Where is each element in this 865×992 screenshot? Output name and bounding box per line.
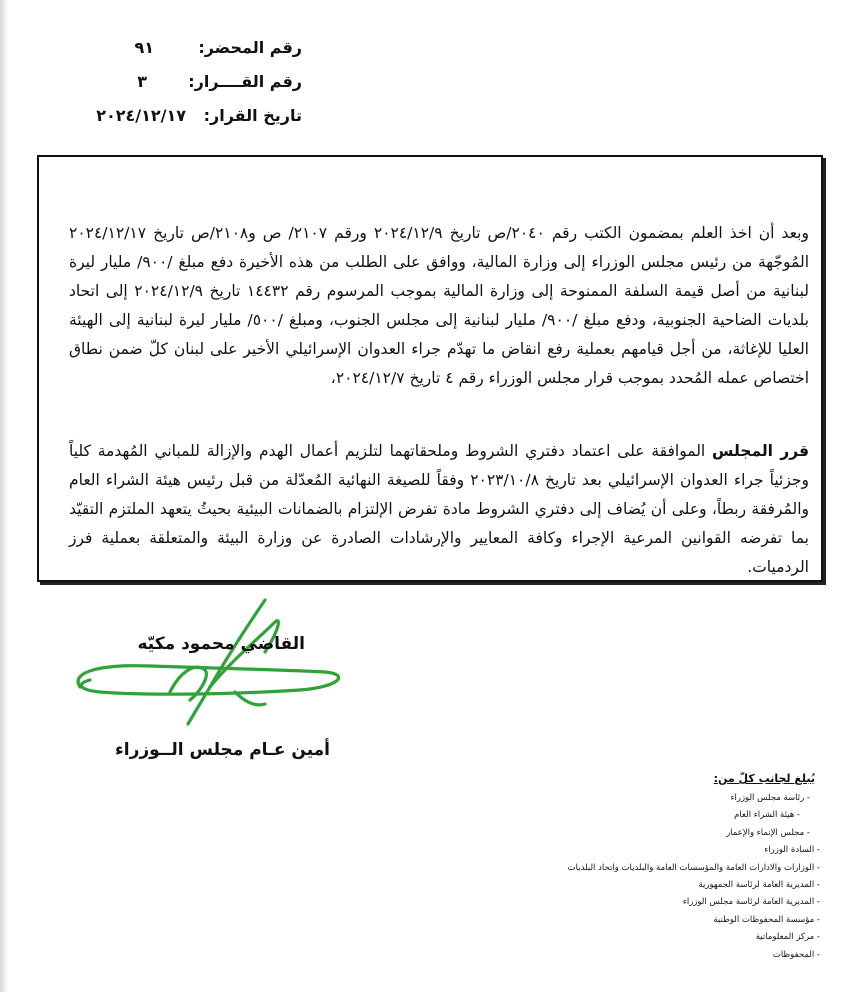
distribution-list [568,790,820,964]
distribution-item: - المحفوظات [772,949,820,960]
resolution-paragraph [69,437,809,582]
decision-number-value: ٣ [137,72,147,91]
decision-date-value: ٢٠٢٤/١٢/١٧ [96,106,186,125]
minutes-number-row [62,38,302,60]
signatory-title: أمين عـام مجلس الــوزراء [115,740,330,760]
decision-text-box [37,155,823,582]
resolution-lead: قرر المجلس [712,442,809,460]
decision-date-row [42,106,302,128]
distribution-item: - هيئة الشراء العام [734,810,800,821]
minutes-number-label: رقم المحضر: [198,38,302,57]
resolution-text [69,437,809,582]
page-edge-shadow [0,0,8,992]
resolution-body: الموافقة على اعتماد دفتري الشروط وملحقاتهما لتلزيم أعمال الهدم والإزالة للمباني المُهدمة كلياً وجزئياً جراء العدوان الإسرائيلي بعد تاريخ ٢٠٢٣/١٠/٨ وفقاً للصيغة النهائية المُعدّلة من قبل رئيس هيئة الشراء العام والمُرفقة ربطاً، وعلى أن يُضاف إلى دفتري الشروط مادة تفرض الإلتزام بالضمانات البيئية بحيثُ يتعهد الملتزم التقيّد بما تفرضه القوانين المرعية الإجراء وكافة المعايير والإرشادات الصادرة عن وزارة البيئة والمتعلقة بعملية فرز الردميات. [69,442,809,576]
distribution-item: - مجلس الإنماء والإعمار [726,827,810,838]
decision-date-label: تاريخ القرار: [203,106,302,125]
decision-number-row [62,72,302,94]
handwritten-signature [60,592,360,732]
distribution-item: - رئاسة مجلس الوزراء [730,793,810,803]
decision-number-label: رقم القــــرار: [188,72,302,91]
distribution-item: - السادة الوزراء [764,845,820,856]
recitals-text: وبعد أن اخذ العلم بمضمون الكتب رقم ٢٠٤٠/ص تاريخ ٢٠٢٤/١٢/٩ ورقم ٢١٠٧/ ص و٢١٠٨/ص تاريخ ٢٠٢٤/١٢/١٧ المُوجّهة من رئيس مجلس الوزراء إلى وزارة المالية، ووافق على الطلب من هذه الأخيرة دفع مبلغ /٩٠٠/ مليار ليرة لبنانية من أصل قيمة السلفة الممنوحة إلى وزارة المالية بموجب المرسوم رقم ١٤٤٣٢ تاريخ ٢٠٢٤/١٢/٩ إلى اتحاد بلديات الضاحية الجنوبية، ودفع مبلغ /٩٠٠/ مليار لبنانية إلى مجلس الجنوب، ومبلغ /٥٠٠/ مليار ليرة لبنانية إلى الهيئة العليا للإغاثة، من أجل قيامهم بعملية رفع انقاض ما تهدّم جراء العدوان الإسرائيلي الأخير على لبنان كلّ ضمن نطاق اختصاص عمله المُحدد بموجب قرار مجلس الوزراء رقم ٤ تاريخ ٢٠٢٤/١٢/٧، [69,224,810,387]
distribution-title: يُبلغ لجانب كلّ من: [713,772,815,785]
minutes-number-value: ٩١ [134,38,154,57]
distribution-item: - المديرية العامة لرئاسة الجمهورية [698,880,820,891]
recitals-paragraph [69,219,809,393]
signatory-name: القاضي محمود مكيّه [137,634,305,654]
distribution-item: - مؤسسة المحفوظات الوطنية [713,914,820,925]
distribution-item: - المديرية العامة لرئاسة مجلس الوزراء [682,897,820,908]
distribution-item: - الوزارات والادارات العامة والمؤسسات العامة والبلديات واتحاد البلديات [567,862,820,873]
distribution-item: - مركز المعلوماتية [755,932,820,943]
